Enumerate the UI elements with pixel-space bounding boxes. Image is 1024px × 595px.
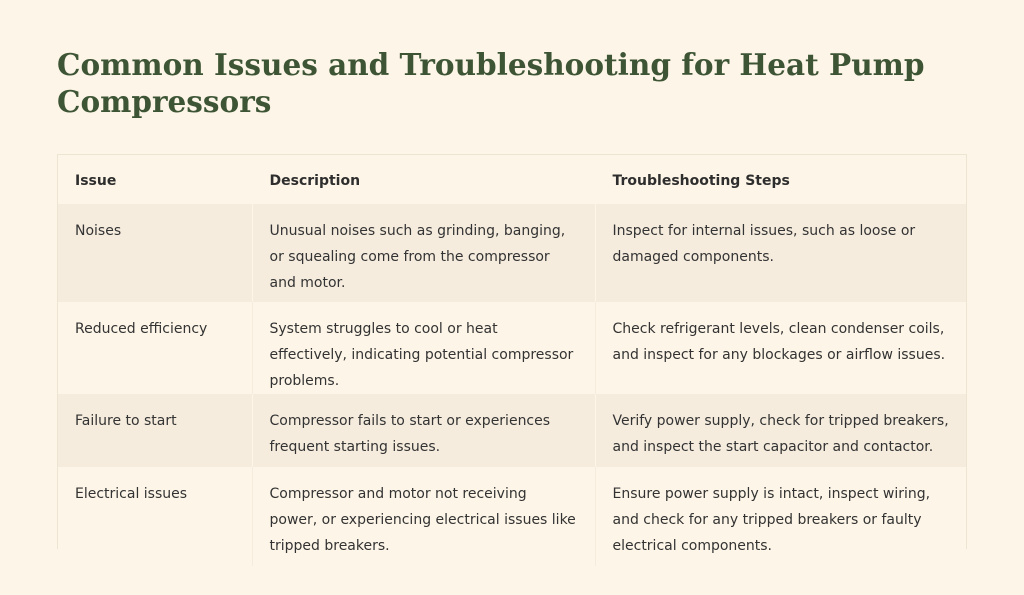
page-title: Common Issues and Troubleshooting for Heat Pump Compressors [57, 47, 925, 119]
header-description: Description [252, 155, 595, 204]
cell-issue: Noises [58, 204, 252, 302]
cell-issue: Reduced efficiency [58, 302, 252, 394]
cell-steps: Ensure power supply is intact, inspect wiring, and check for any tripped breakers or faulty electrical components. [595, 467, 966, 566]
table-header-row [58, 155, 966, 204]
cell-description: Compressor fails to start or experiences frequent starting issues. [252, 394, 595, 467]
cell-description: Unusual noises such as grinding, banging, or squealing come from the compressor and motor. [252, 204, 595, 302]
cell-issue: Electrical issues [58, 467, 252, 566]
cell-description: System struggles to cool or heat effectively, indicating potential compressor problems. [252, 302, 595, 394]
header-issue: Issue [75, 173, 117, 189]
cell-steps: Check refrigerant levels, clean condenser coils, and inspect for any blockages or airflow issues. [595, 302, 966, 394]
cell-steps: Inspect for internal issues, such as loose or damaged components. [595, 204, 966, 302]
table-row [58, 204, 966, 302]
table-row [58, 467, 966, 566]
table-row [58, 394, 966, 467]
issues-table [57, 154, 967, 554]
cell-steps: Verify power supply, check for tripped breakers, and inspect the start capacitor and contactor. [595, 394, 966, 467]
cell-description: Compressor and motor not receiving power, or experiencing electrical issues like tripped breakers. [252, 467, 595, 566]
header-troubleshooting-steps: Troubleshooting Steps [595, 155, 966, 204]
cell-issue: Failure to start [58, 394, 252, 467]
troubleshooting-table [58, 155, 966, 566]
table-row [58, 302, 966, 394]
